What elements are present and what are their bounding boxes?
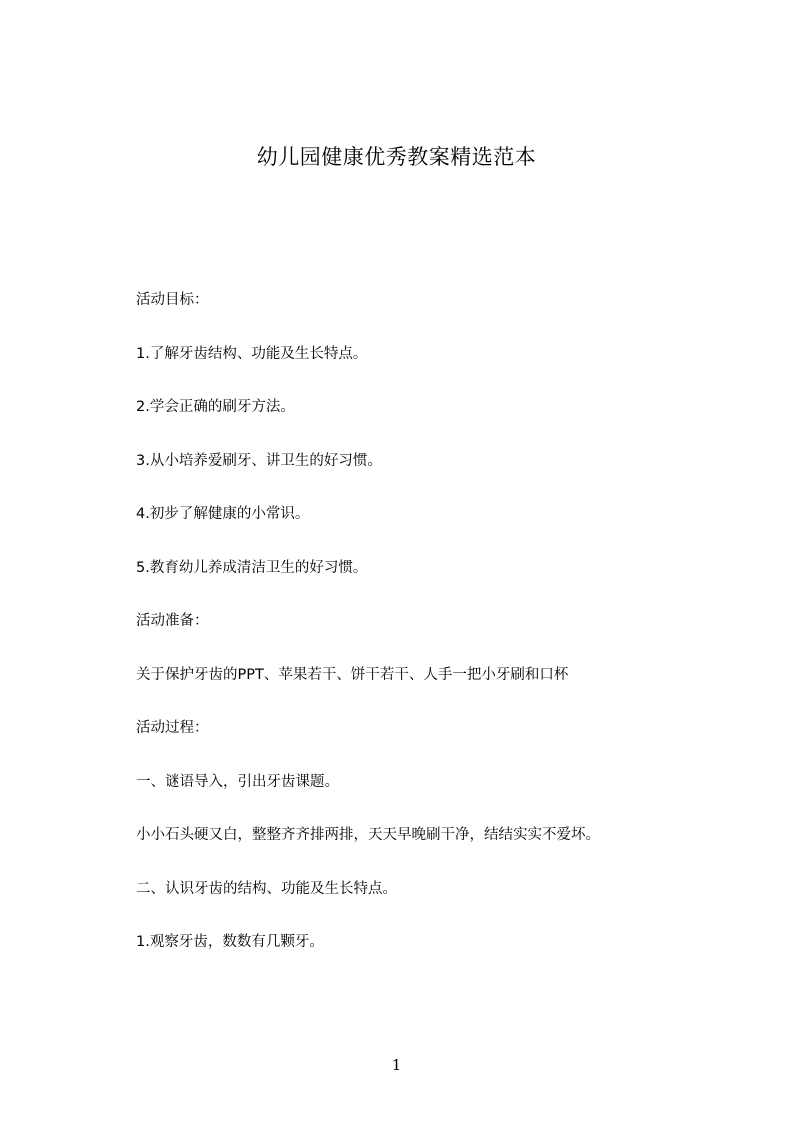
objective-item: 1.了解牙齿结构、功能及生长特点。 xyxy=(136,345,368,362)
page-number: 1 xyxy=(391,1056,402,1074)
preparation-text: 关于保护牙齿的PPT、苹果若干、饼干若干、人手一把小牙刷和口杯 xyxy=(136,666,569,683)
process-sub-item: 1.观察牙齿，数数有几颗牙。 xyxy=(136,934,324,950)
objective-item: 3.从小培养爱刷牙、讲卫生的好习惯。 xyxy=(136,452,382,469)
objective-item: 2.学会正确的刷牙方法。 xyxy=(136,399,295,415)
riddle-text: 小小石头硬又白，整整齐齐排两排，天天早晚刷干净，结结实实不爱坏。 xyxy=(136,827,600,843)
process-step-heading: 一、谜语导入，引出牙齿课题。 xyxy=(136,773,339,790)
section-heading-objectives: 活动目标： xyxy=(136,292,209,308)
objective-item: 5.教育幼儿养成清洁卫生的好习惯。 xyxy=(136,559,368,576)
document-body xyxy=(136,287,736,983)
section-heading-process: 活动过程： xyxy=(136,720,209,736)
section-heading-preparation: 活动准备： xyxy=(136,613,209,629)
document-title: 幼儿园健康优秀教案精选范本 xyxy=(256,145,537,169)
objective-item: 4.初步了解健康的小常识。 xyxy=(136,506,310,522)
process-step-heading: 二、认识牙齿的结构、功能及生长特点。 xyxy=(136,880,397,897)
